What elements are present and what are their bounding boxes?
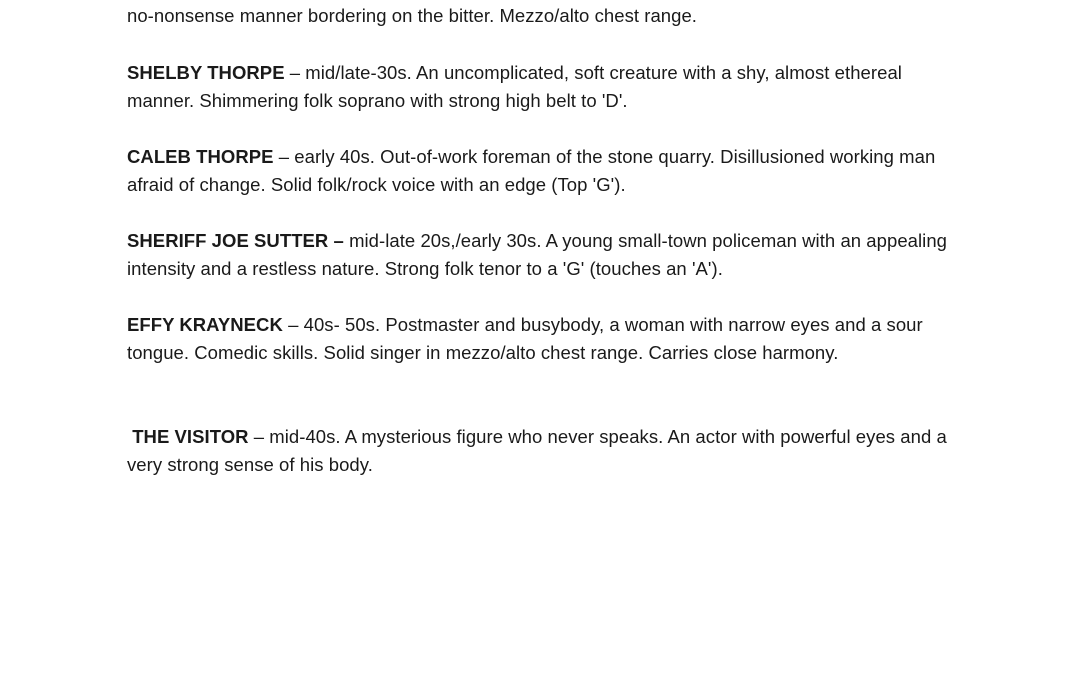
description-text: – early 40s. Out-of-work foreman of the stone quarry. Disillusioned working man afraid of change. Solid folk/rock voice with an edge (Top 'G'). bbox=[127, 146, 936, 195]
character-name: SHERIFF JOE SUTTER – bbox=[127, 230, 344, 251]
character-entry-sheriff-joe-sutter bbox=[127, 227, 967, 283]
character-entry-caleb-thorpe bbox=[127, 143, 967, 199]
character-entry-the-visitor bbox=[127, 423, 967, 479]
description-text: – mid/late-30s. An uncomplicated, soft creature with a shy, almost ethereal manner. Shimmering folk soprano with strong high belt to 'D'. bbox=[127, 62, 902, 111]
description-text: – mid-40s. A mysterious figure who never speaks. An actor with powerful eyes and a very strong sense of his body. bbox=[127, 426, 947, 475]
description-text: – 40s- 50s. Postmaster and busybody, a woman with narrow eyes and a sour tongue. Comedic skills. Solid singer in mezzo/alto chest range. Carries close harmony. bbox=[127, 314, 923, 363]
character-name: EFFY KRAYNECK bbox=[127, 314, 283, 335]
character-entry-effy-krayneck bbox=[127, 311, 967, 367]
character-description-continued bbox=[127, 2, 967, 30]
character-name: CALEB THORPE bbox=[127, 146, 274, 167]
character-name: SHELBY THORPE bbox=[127, 62, 285, 83]
description-text: no-nonsense manner bordering on the bitter. Mezzo/alto chest range. bbox=[127, 5, 698, 26]
description-text: mid-late 20s,/early 30s. A young small-town policeman with an appealing intensity and a restless nature. Strong folk tenor to a 'G' (touches an 'A'). bbox=[127, 230, 947, 279]
character-name: THE VISITOR bbox=[127, 426, 249, 447]
character-entry-shelby-thorpe bbox=[127, 59, 967, 115]
